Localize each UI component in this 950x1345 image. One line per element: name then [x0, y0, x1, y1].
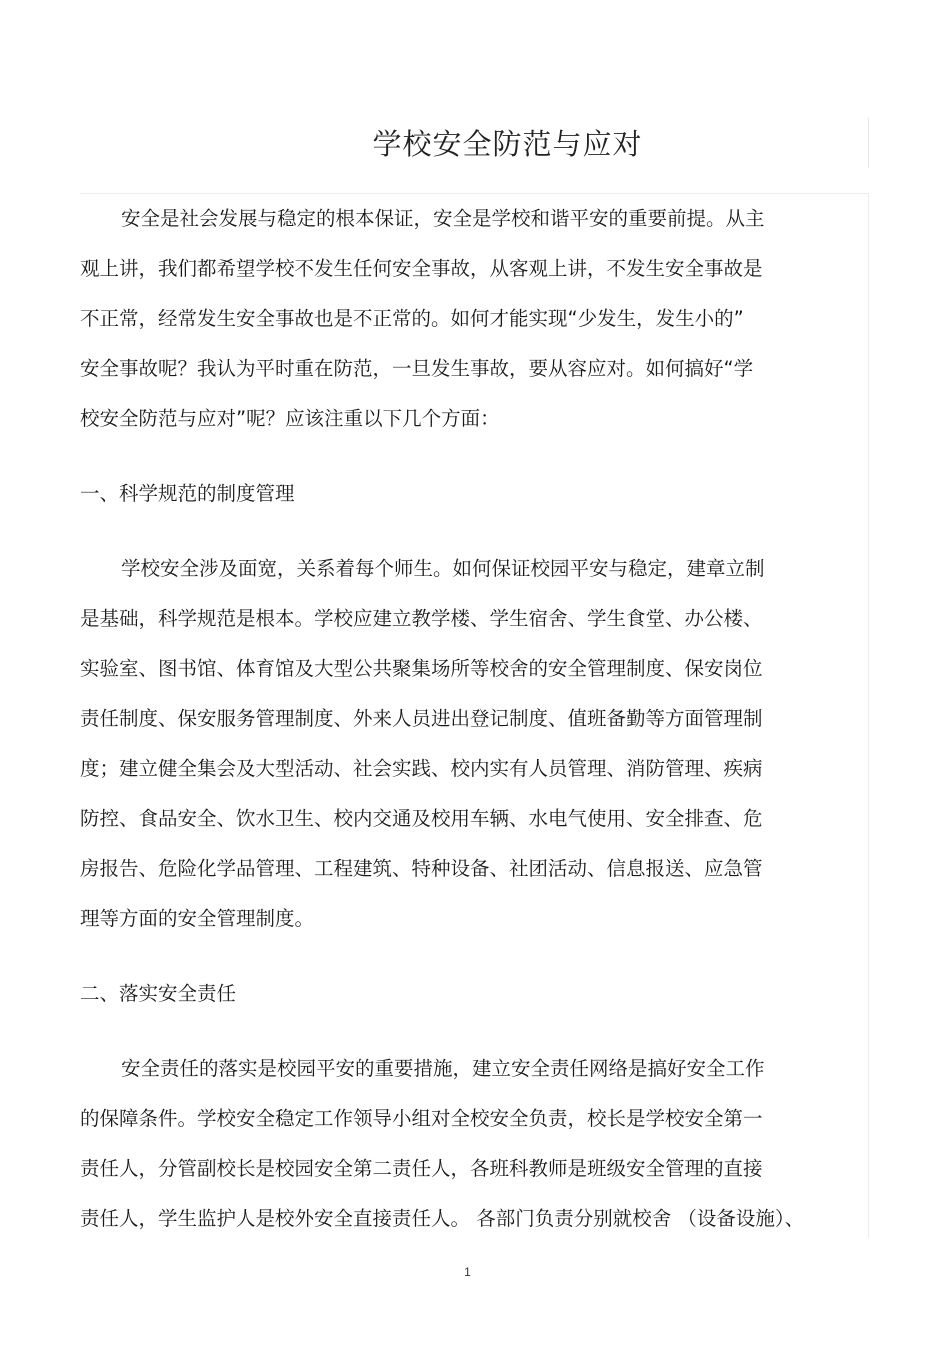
paragraph-3-line-2: 的保障条件。学校安全稳定工作领导小组对全校安全负责，校长是学校安全第一	[80, 1107, 763, 1130]
paragraph-2-line-2: 是基础，科学规范是根本。学校应建立教学楼、学生宿舍、学生食堂、办公楼、	[80, 607, 763, 630]
document-title: 学校安全防范与应对	[372, 127, 643, 161]
paragraph-2-line-8: 理等方面的安全管理制度。	[80, 907, 315, 930]
right-margin-rule	[868, 193, 869, 1238]
paragraph-3-line-1: 安全责任的落实是校园平安的重要措施，建立安全责任网络是搞好安全工作	[121, 1057, 765, 1080]
top-right-divider	[868, 118, 869, 168]
paragraph-2-line-7: 房报告、危险化学品管理、工程建筑、特种设备、社团活动、信息报送、应急管	[80, 857, 763, 880]
paragraph-2-line-4: 责任制度、保安服务管理制度、外来人员进出登记制度、值班备勤等方面管理制	[80, 707, 763, 730]
paragraph-2-line-5: 度；建立健全集会及大型活动、社会实践、校内实有人员管理、消防管理、疾病	[80, 757, 763, 780]
paragraph-1-line-3: 不正常，经常发生安全事故也是不正常的。如何才能实现“少发生，发生小的”	[80, 307, 744, 330]
paragraph-2-line-6: 防控、食品安全、饮水卫生、校内交通及校用车辆、水电气使用、安全排查、危	[80, 807, 763, 830]
paragraph-2-line-3: 实验室、图书馆、体育馆及大型公共聚集场所等校舍的安全管理制度、保安岗位	[80, 657, 763, 680]
paragraph-2-line-1: 学校安全涉及面宽，关系着每个师生。如何保证校园平安与稳定，建章立制	[121, 557, 765, 580]
paragraph-3-line-4: 责任人，学生监护人是校外安全直接责任人。 各部门负责分别就校舍 （设备设施）、	[80, 1207, 805, 1230]
page-number: 1	[464, 1265, 471, 1279]
paragraph-1-line-1: 安全是社会发展与稳定的根本保证，安全是学校和谐平安的重要前提。从主	[121, 207, 765, 230]
paragraph-3-line-3: 责任人，分管副校长是校园安全第二责任人，各班科教师是班级安全管理的直接	[80, 1157, 763, 1180]
paragraph-1-line-4: 安全事故呢？我认为平时重在防范，一旦发生事故，要从容应对。如何搞好“学	[80, 357, 754, 380]
paragraph-1-line-5: 校安全防范与应对”呢？应该注重以下几个方面：	[80, 407, 500, 430]
section-heading-1: 一、科学规范的制度管理	[80, 482, 295, 505]
section-heading-2: 二、落实安全责任	[80, 982, 237, 1005]
header-rule	[80, 193, 869, 194]
paragraph-1-line-2: 观上讲，我们都希望学校不发生任何安全事故，从客观上讲，不发生安全事故是	[80, 257, 763, 280]
